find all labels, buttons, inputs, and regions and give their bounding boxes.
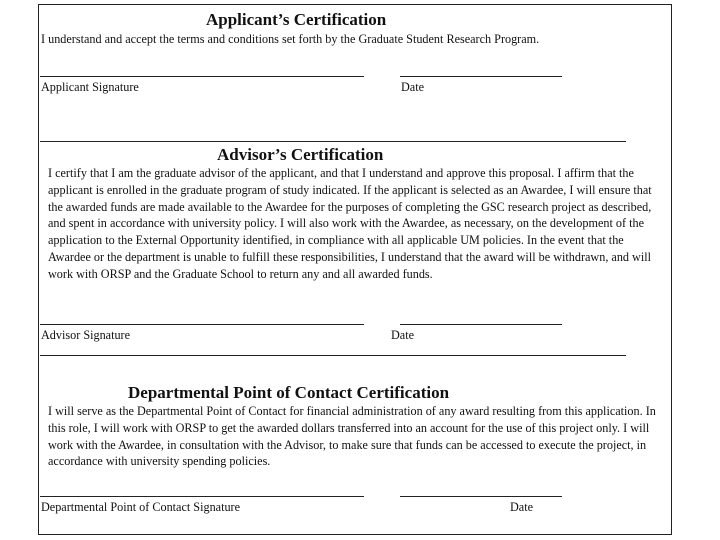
department-heading: Departmental Point of Contact Certification	[128, 383, 450, 402]
applicant-date-label: Date	[401, 80, 425, 94]
section-divider	[40, 141, 626, 142]
applicant-signature-line[interactable]	[40, 76, 364, 77]
advisor-date-line[interactable]	[400, 324, 562, 325]
advisor-signature-label: Advisor Signature	[41, 328, 131, 342]
department-date-label: Date	[510, 500, 534, 514]
applicant-statement: I understand and accept the terms and conditions set forth by the Graduate Student Research Program.	[41, 32, 540, 46]
advisor-heading: Advisor’s Certification	[217, 145, 384, 164]
department-signature-label: Departmental Point of Contact Signature	[41, 500, 241, 514]
advisor-statement: I certify that I am the graduate advisor of the applicant, and that I understand and approve this proposal. I affirm that the applicant is enrolled in the graduate program of study indicated. If the applicant is selected as an Awardee, I will ensure that the awarded funds are made available to the Awardee for the purposes of completing the GSC research project as described, and spent in accordance with university policy. I will also work with the Awardee, as necessary, on the development of the application to the External Opportunity identified, in compliance with all applicable UM policies. In the event that the Awardee or the department is unable to fulfill these responsibilities, I understand that the award will be withdrawn, and will work with ORSP and the Graduate School to return any and all awarded funds.	[48, 166, 652, 281]
applicant-signature-label: Applicant Signature	[41, 80, 139, 94]
advisor-signature-line[interactable]	[40, 324, 364, 325]
department-statement: I will serve as the Departmental Point of Contact for financial administration of any award resulting from this application. In this role, I will work with ORSP to get the awarded dollars transferred into an account for the use of this project only. I will work with the Awardee, in consultation with the Advisor, to make sure that funds can be accessed to execute the project, in accordance with university spending policies.	[48, 404, 656, 469]
department-date-line[interactable]	[400, 496, 562, 497]
applicant-date-line[interactable]	[400, 76, 562, 77]
department-signature-line[interactable]	[40, 496, 364, 497]
advisor-date-label: Date	[391, 328, 415, 342]
section-divider	[40, 355, 626, 356]
applicant-heading: Applicant’s Certification	[206, 10, 387, 29]
